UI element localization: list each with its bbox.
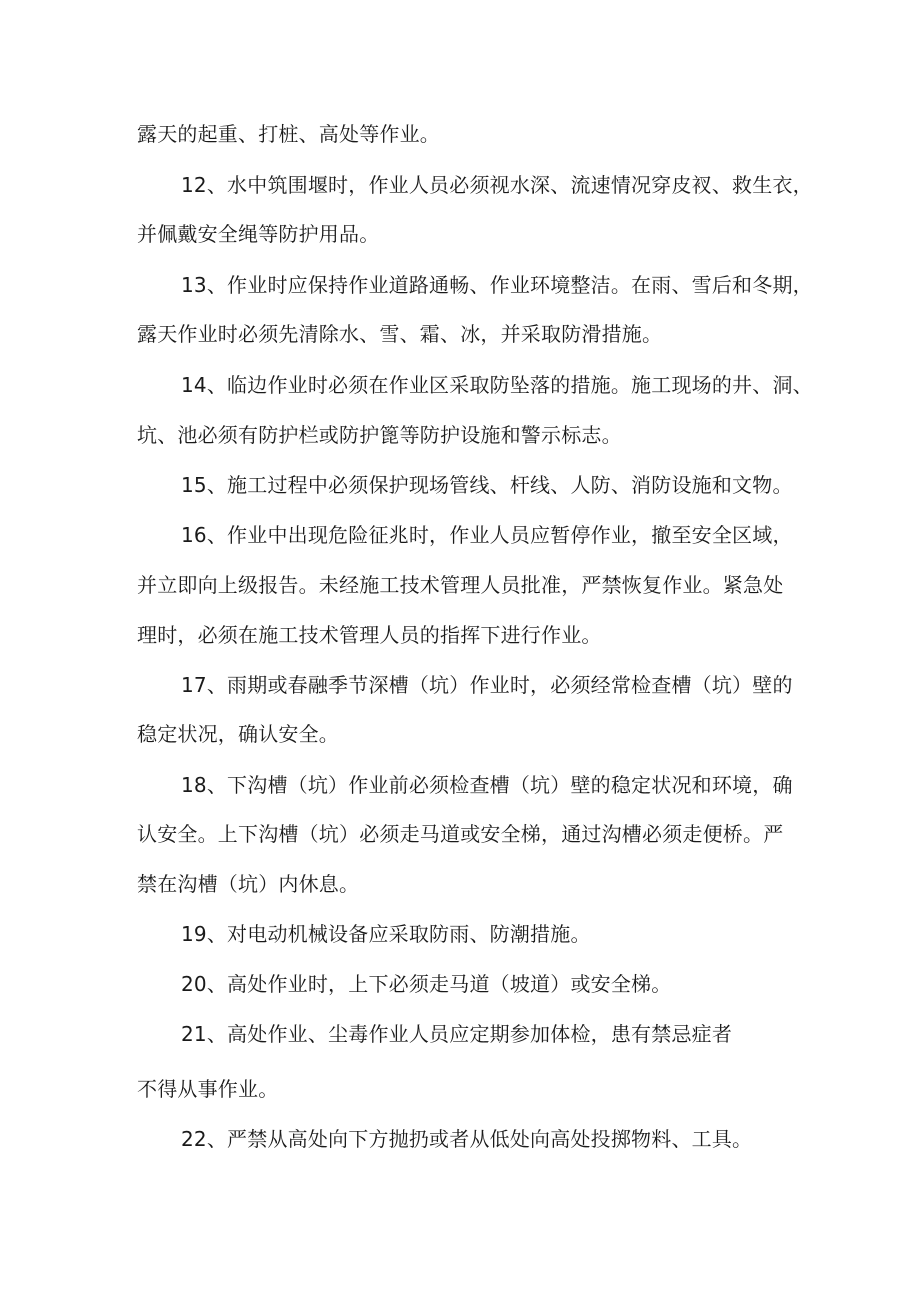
item-18-line: 18、下沟槽（坑）作业前必须检查槽（坑）壁的稳定状况和环境，确: [181, 773, 793, 797]
text-line: 露天作业时必须先清除水、雪、霜、冰，并采取防滑措施。: [137, 322, 663, 346]
text-line: 禁在沟槽（坑）内休息。: [137, 872, 360, 896]
item-12-line: 12、水中筑围堰时，作业人员必须视水深、流速情况穿皮衩、救生衣，: [181, 173, 813, 197]
text-line: 认安全。上下沟槽（坑）必须走马道或安全梯，通过沟槽必须走便桥。严: [137, 822, 784, 846]
item-15-line: 15、施工过程中必须保护现场管线、杆线、人防、消防设施和文物。: [181, 473, 793, 497]
text-line: 理时，必须在施工技术管理人员的指挥下进行作业。: [137, 623, 602, 647]
item-17-line: 17、雨期或春融季节深槽（坑）作业时，必须经常检查槽（坑）壁的: [181, 673, 793, 697]
text-line: 稳定状况，确认安全。: [137, 722, 339, 746]
text-line: 并立即向上级报告。未经施工技术管理人员批准，严禁恢复作业。紧急处: [137, 573, 784, 597]
text-line: 坑、池必须有防护栏或防护篦等防护设施和警示标志。: [137, 423, 622, 447]
item-21-line: 21、高处作业、尘毒作业人员应定期参加体检，患有禁忌症者: [181, 1022, 733, 1046]
item-13-line: 13、作业时应保持作业道路通畅、作业环境整洁。在雨、雪后和冬期，: [181, 273, 813, 297]
item-22-line: 22、严禁从高处向下方抛扔或者从低处向高处投掷物料、工具。: [181, 1127, 753, 1151]
text-line: 不得从事作业。: [137, 1077, 279, 1101]
item-19-line: 19、对电动机械设备应采取防雨、防潮措施。: [181, 922, 591, 946]
text-line: 露天的起重、打桩、高处等作业。: [137, 122, 440, 146]
text-line: 并佩戴安全绳等防护用品。: [137, 222, 380, 246]
item-16-line: 16、作业中出现危险征兆时，作业人员应暂停作业，撤至安全区域，: [181, 523, 793, 547]
item-14-line: 14、临边作业时必须在作业区采取防坠落的措施。施工现场的井、洞、: [181, 373, 813, 397]
item-20-line: 20、高处作业时，上下必须走马道（坡道）或安全梯。: [181, 972, 672, 996]
